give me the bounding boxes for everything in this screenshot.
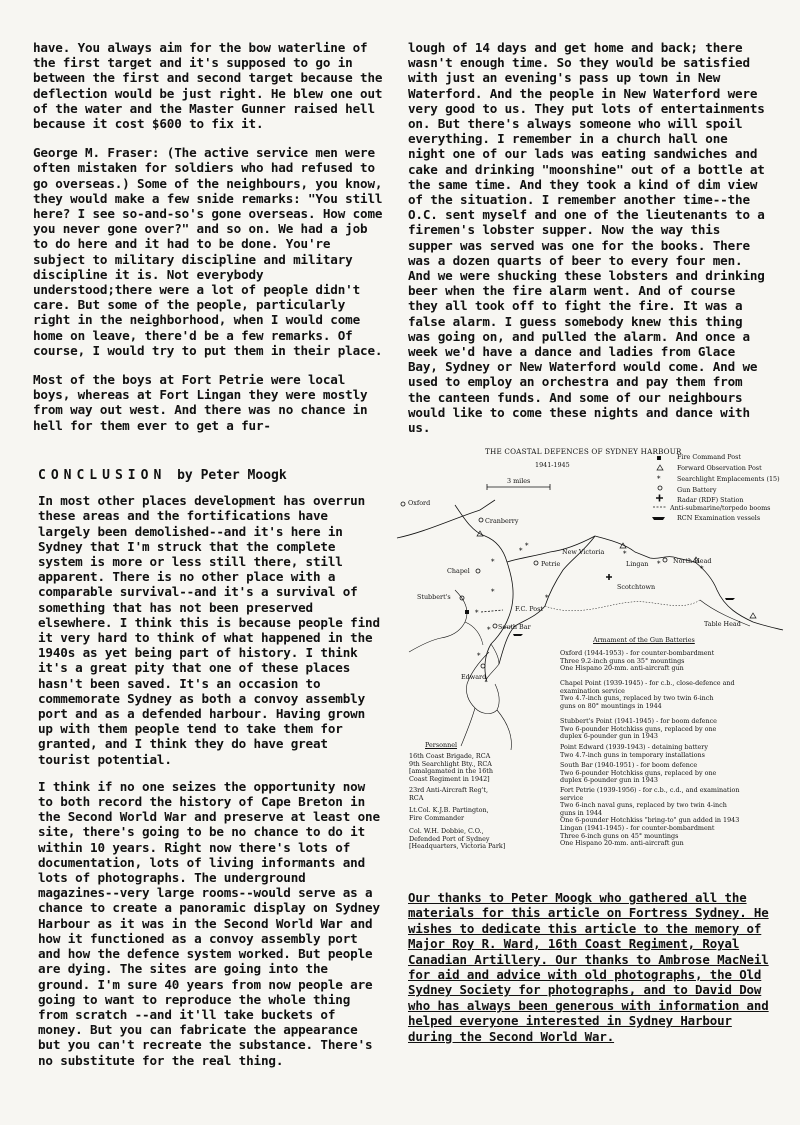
armament-stubberts: Stubbert's Point (1941-1945) - for boom defence Two 6-pounder Hotchkiss guns, replaced by one duplex 6-pounder gun in 1943 bbox=[560, 717, 717, 741]
armament-title: Armament of the Gun Batteries bbox=[593, 636, 695, 644]
place-north-head: North Head bbox=[673, 557, 712, 565]
armament-fort-petrie: Fort Petrie (1939-1956) - for c.b., c.d., and examination service Two 6-inch naval guns, replaced by two twin 4-inch guns in 1944 One 6-pounder Hotchkiss "bring-to" gun added in 1943 bbox=[560, 786, 740, 825]
personnel-brigade: 16th Coast Brigade, RCA 9th Searchlight Bty., RCA [amalgamated in the 16th Coast Regiment in 1942] bbox=[409, 752, 493, 783]
place-south-bar: South Bar bbox=[498, 623, 531, 631]
place-cranberry: Cranberry bbox=[485, 517, 519, 525]
svg-text:*: * bbox=[623, 550, 627, 558]
legend-radar-station: Radar (RDF) Station bbox=[677, 496, 744, 504]
place-new-victoria: New Victoria bbox=[562, 548, 605, 556]
svg-text:*: * bbox=[487, 626, 491, 634]
conclusion-paragraph-1: In most other places development has overrun these areas and the fortifications have largely been demolished--and it's here in Sydney that I'm struck that the complete system is more or less still there, still apparent. There is no other place with a comparable survival--and it's a survival of something that has not been preserved elsewhere. I think this is because people find it very hard to think of what happened in the 1940s as yet being part of history. I think it's a great pity that one of these places hasn't been saved. It's an occasion to commemorate Sydney as both a convoy assembly port and as a defended harbour. Having grown up with them people tend to take them for granted, and I think they do have great tourist potential. bbox=[38, 493, 380, 767]
personnel-anti-aircraft: 23rd Anti-Aircraft Reg't, RCA bbox=[409, 786, 488, 802]
boom-line-1 bbox=[481, 610, 503, 612]
place-table-head: Table Head bbox=[704, 620, 741, 628]
legend-gun-battery: Gun Battery bbox=[677, 486, 717, 494]
armament-oxford: Oxford (1944-1953) - for counter-bombardment Three 9.2-inch guns on 35° mountings One Hispano 20-mm. anti-aircraft gun bbox=[560, 649, 715, 673]
place-stubberts: Stubbert's bbox=[417, 593, 451, 601]
conclusion-byline: by Peter Moogk bbox=[177, 468, 287, 483]
paragraph-furlough: lough of 14 days and get home and back; there wasn't enough time. So they would be satisfied with just an evening's pass up town in New Waterford. And the people in New Waterford were very good to us. They put lots of entertainments on. But there's always someone who will spoil everything. I remember in a church hall one night one of our lads was eating sandwiches and cake and drinking "moonshine" out of a bottle at the same time. And they took a kind of dim view of the situation. I remember another time--the O.C. sent myself and one of the lieutenants to a firemen's lobster supper. Now the way this supper was served was one for the books. There was a dozen quarts of beer to every four men. And we were shucking these lobsters and drinking beer when the fire alarm went. And of course they all took off to fight the fire. It was a false alarm. I guess somebody knew this thing was going on, and pulled the alarm. And once a week we'd have a dance and ladies from Glace Bay, Sydney or New Waterford would come. And we used to employ an orchestra and pay them from the canteen funds. And some of our neighbours would like to come these nights and dance with us. bbox=[408, 40, 765, 436]
svg-text:*: * bbox=[477, 652, 481, 660]
legend-examination-vessels: RCN Examination vessels bbox=[677, 514, 761, 522]
battery-lingan-marker bbox=[663, 558, 667, 562]
harbour-defences-map bbox=[395, 440, 785, 880]
legend-forward-observation-post: Forward Observation Post bbox=[677, 464, 762, 472]
paragraph-fort-petrie: Most of the boys at Fort Petrie were local boys, whereas at Fort Lingan they were mostly from way out west. And there was no chance in hell for them ever to get a fur- bbox=[33, 372, 368, 433]
legend-searchlight: Searchlight Emplacements (15) bbox=[677, 475, 780, 483]
armament-south-bar: South Bar (1940-1951) - for boom defence Two 6-pounder Hotchkiss guns, replaced by one duplex 6-pounder gun in 1943 bbox=[560, 761, 717, 785]
svg-text:*: * bbox=[491, 558, 495, 566]
personnel-title: Personnel bbox=[425, 741, 458, 749]
conclusion-paragraph-2: I think if no one seizes the opportunity now to both record the history of Cape Breton in the Second World War and preserve at least one site, there's going to be no chance to do it within 10 years. Right now there's lots of documentation, lots of living informants and lots of photographs. The underground magazines--very large rooms--would serve as a chance to create a panoramic display on Sydney Harbour as it was in the Second World War and how it functioned as a convoy assembly port and how the defence system worked. But people are dying. The sites are going into the ground. I'm sure 40 years from now people are going to want to reproduce the whole thing from scratch --and it'll take buckets of money. But you can fabricate the appearance but you can't recreate the substance. There's no substitute for the real thing. bbox=[38, 778, 380, 1068]
acknowledgements: Our thanks to Peter Moogk who gathered all the materials for this article on Fortress Sydney. He wishes to dedicate this article to the memory of Major Roy R. Ward, 16th Coast Regiment, Royal Canadian Artillery. Our thanks to Ambrose MacNeil for aid and advice with old photographs, the Old Sydney Society for photographs, and to David Dow who has always been generous with information and helped everyone interested in Sydney Harbour during the Second World War. bbox=[408, 890, 769, 1044]
paragraph-george-fraser: George M. Fraser: (The active service men were often mistaken for soldiers who had refused to go overseas.) Some of the neighbours, you know, they would make a few snide remarks: "You still here? I see so-and-so's gone overseas. How come you never gone over?" and so on. We had a job to do here and it had to be done. You're subject to military discipline and military discipline it is. Not everybody understood;there were a lot of people didn't care. But some of the people, particularly right in the neighborhood, when I would come home on leave, there'd be a few remarks. Of course, I would try to put them in their place. bbox=[33, 145, 383, 358]
svg-text:*: * bbox=[545, 594, 549, 602]
marker-cranberry bbox=[479, 518, 483, 522]
armament-lingan: Lingan (1941-1945) - for counter-bombardment Three 6-inch guns on 45° mountings One Hispano 20-mm. anti-aircraft gun bbox=[560, 824, 715, 848]
place-petrie: Petrie bbox=[541, 560, 561, 568]
svg-text:*: * bbox=[657, 475, 661, 483]
armament-chapel: Chapel Point (1939-1945) - for c.b., close-defence and examination service Two 4.7-inch guns, replaced by two twin 6-inch guns on 80° mountings in 1944 bbox=[560, 679, 735, 710]
legend-fire-command-post: Fire Command Post bbox=[677, 453, 741, 461]
svg-text:*: * bbox=[525, 542, 529, 550]
battery-south-bar-marker bbox=[493, 624, 497, 628]
place-edward: Edward bbox=[461, 673, 487, 681]
svg-text:*: * bbox=[700, 565, 704, 573]
place-oxford: Oxford bbox=[408, 499, 431, 507]
personnel-commanding-officer: Col. W.H. Dobbie, C.O., Defended Port of Sydney [Headquarters, Victoria Park] bbox=[409, 827, 506, 851]
place-scotchtown: Scotchtown bbox=[617, 583, 656, 591]
legend-booms: Anti-submarine/torpedo booms bbox=[670, 504, 771, 512]
conclusion-title: CONCLUSION bbox=[38, 468, 167, 483]
svg-text:*: * bbox=[519, 547, 523, 555]
svg-text:*: * bbox=[475, 609, 479, 617]
place-lingan: Lingan bbox=[626, 560, 649, 568]
fire-command-post-marker bbox=[465, 610, 469, 614]
right-column-top bbox=[408, 40, 768, 449]
personnel-fire-commander: Lt.Col. K.J.B. Partington, Fire Commander bbox=[409, 806, 489, 822]
armament-edward: Point Edward (1939-1943) - detaining battery Two 4.7-inch guns in temporary installations bbox=[560, 743, 708, 759]
svg-text:*: * bbox=[657, 560, 661, 568]
map-years: 1941-1945 bbox=[535, 461, 570, 469]
conclusion-heading bbox=[38, 468, 386, 483]
paragraph-bow-waterline: have. You always aim for the bow waterline of the first target and it's supposed to go in between the first and second target because the deflection would be just right. He blew one out of the water and the Master Gunner raised hell because it cost $600 to fix it. bbox=[33, 40, 383, 132]
conclusion-section bbox=[38, 468, 386, 1080]
battery-chapel-marker bbox=[476, 569, 480, 573]
battery-petrie-marker bbox=[534, 561, 538, 565]
map-title: THE COASTAL DEFENCES OF SYDNEY HARBOUR bbox=[485, 447, 682, 456]
svg-text:*: * bbox=[491, 588, 495, 596]
place-fc-post: F.C. Post bbox=[515, 605, 543, 613]
left-column-top bbox=[33, 40, 388, 447]
place-chapel: Chapel bbox=[447, 567, 470, 575]
map-scale-label: 3 miles bbox=[507, 477, 531, 485]
battery-oxford-marker bbox=[401, 502, 405, 506]
